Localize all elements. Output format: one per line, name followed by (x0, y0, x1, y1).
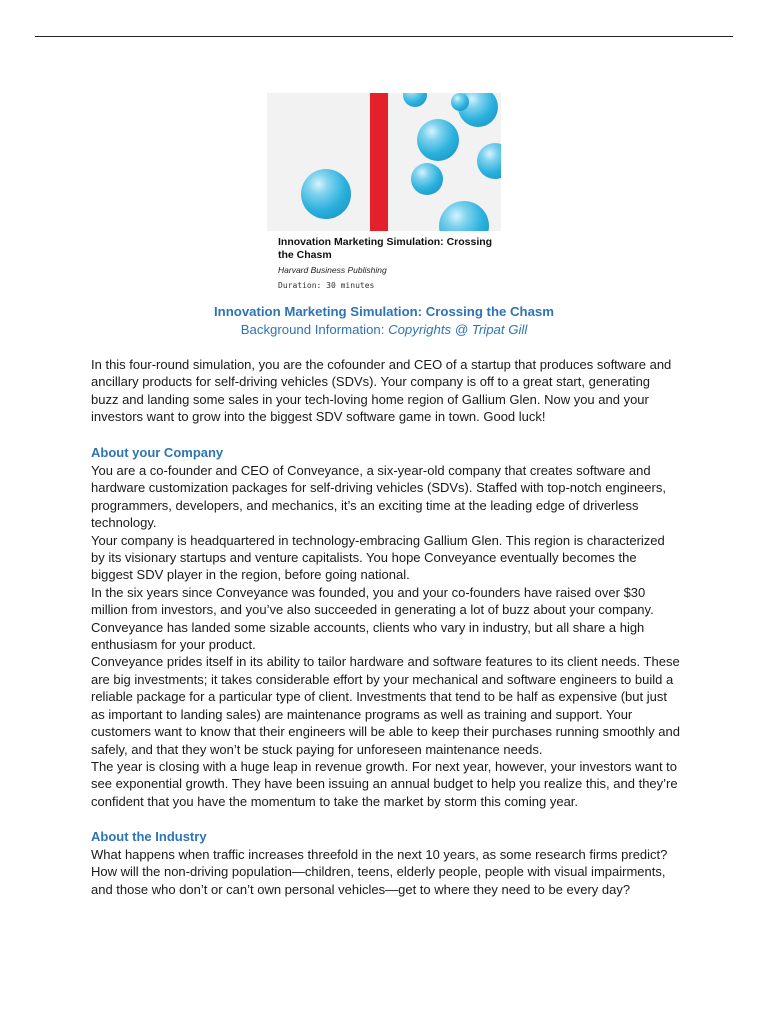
company-section-body (91, 462, 681, 810)
company-paragraph-4: Conveyance prides itself in its ability to tailor hardware and software features to its client needs. These are big investments; it takes considerable effort by your mechanical and software engineers to build a reliable package for a particular type of client. Investments that tend to be half as expensive (but just as important to landing sales) are maintenance programs as well as training and support. Your customers want to know that their engineers will be able to keep their purchases running smoothly and safely, and that they won’t be stuck paying for unforeseen maintenance needs. (91, 654, 680, 757)
company-paragraph-3: In the six years since Conveyance was founded, you and your co-founders have raised over $30 million from investors, and you’ve also succeeded in generating a lot of buzz about your company. Conveyance has landed some sizable accounts, clients who vary in industry, but all share a high enthusiasm for your product. (91, 584, 654, 653)
intro-paragraph (91, 356, 681, 426)
document-title: Innovation Marketing Simulation: Crossing the Chasm (214, 304, 554, 319)
industry-paragraph-1: What happens when traffic increases threefold in the next 10 years, as some research firms predict? How will the non-driving population—children, teens, elderly people, people with visual impairments, and those who don’t or can’t own personal vehicles—get to where they need to be every day? (91, 847, 668, 897)
cover-duration: Duration: 30 minutes (278, 281, 375, 290)
cover-title: Innovation Marketing Simulation: Crossing the Chasm (278, 236, 493, 261)
company-paragraph-2: Your company is headquartered in technology-embracing Gallium Glen. This region is characterized by its visionary startups and venture capitalists. You hope Conveyance eventually becomes the biggest SDV player in the region, before going national. (91, 532, 665, 583)
red-bar (370, 93, 388, 231)
ball-5 (411, 163, 443, 195)
section-heading-company: About your Company (91, 445, 224, 460)
subtitle-credit: Copyrights @ Tripat Gill (388, 322, 528, 337)
cover-publisher: Harvard Business Publishing (278, 265, 387, 275)
intro-text: In this four-round simulation, you are the cofounder and CEO of a startup that produces software and ancillary products for self-driving vehicles (SDVs). Your company is off to a great start, generating buzz and landing some sales in your tech-loving home region of Gallium Glen. Now you and your investors want to grow into the biggest SDV software game in town. Good luck! (91, 357, 672, 425)
cover-art (267, 93, 501, 231)
section-heading-industry: About the Industry (91, 829, 207, 844)
company-paragraph-1: You are a co-founder and CEO of Conveyance, a six-year-old company that creates software and hardware customization packages for self-driving vehicles (SDVs). Staffed with top-notch engineers, programmers, developers, and mechanics, it’s an exciting time at the leading edge of driverless technology. (91, 463, 666, 531)
ball-4 (451, 93, 469, 111)
company-paragraph-5: The year is closing with a huge leap in revenue growth. For next year, however, your investors want to see exponential growth. They have been issuing an annual budget to help you realize this, and they’re confident that you have the momentum to take the market by storm this coming year. (91, 758, 678, 809)
top-rule (35, 36, 733, 37)
ball-8 (403, 93, 427, 107)
ball-2 (417, 119, 459, 161)
subtitle-prefix: Background Information: (240, 322, 389, 337)
ball-6 (477, 143, 501, 179)
industry-section-body (91, 846, 681, 898)
cover-image (267, 93, 501, 298)
ball-7 (439, 201, 489, 231)
ball-1 (301, 169, 351, 219)
document-subtitle (0, 322, 768, 337)
